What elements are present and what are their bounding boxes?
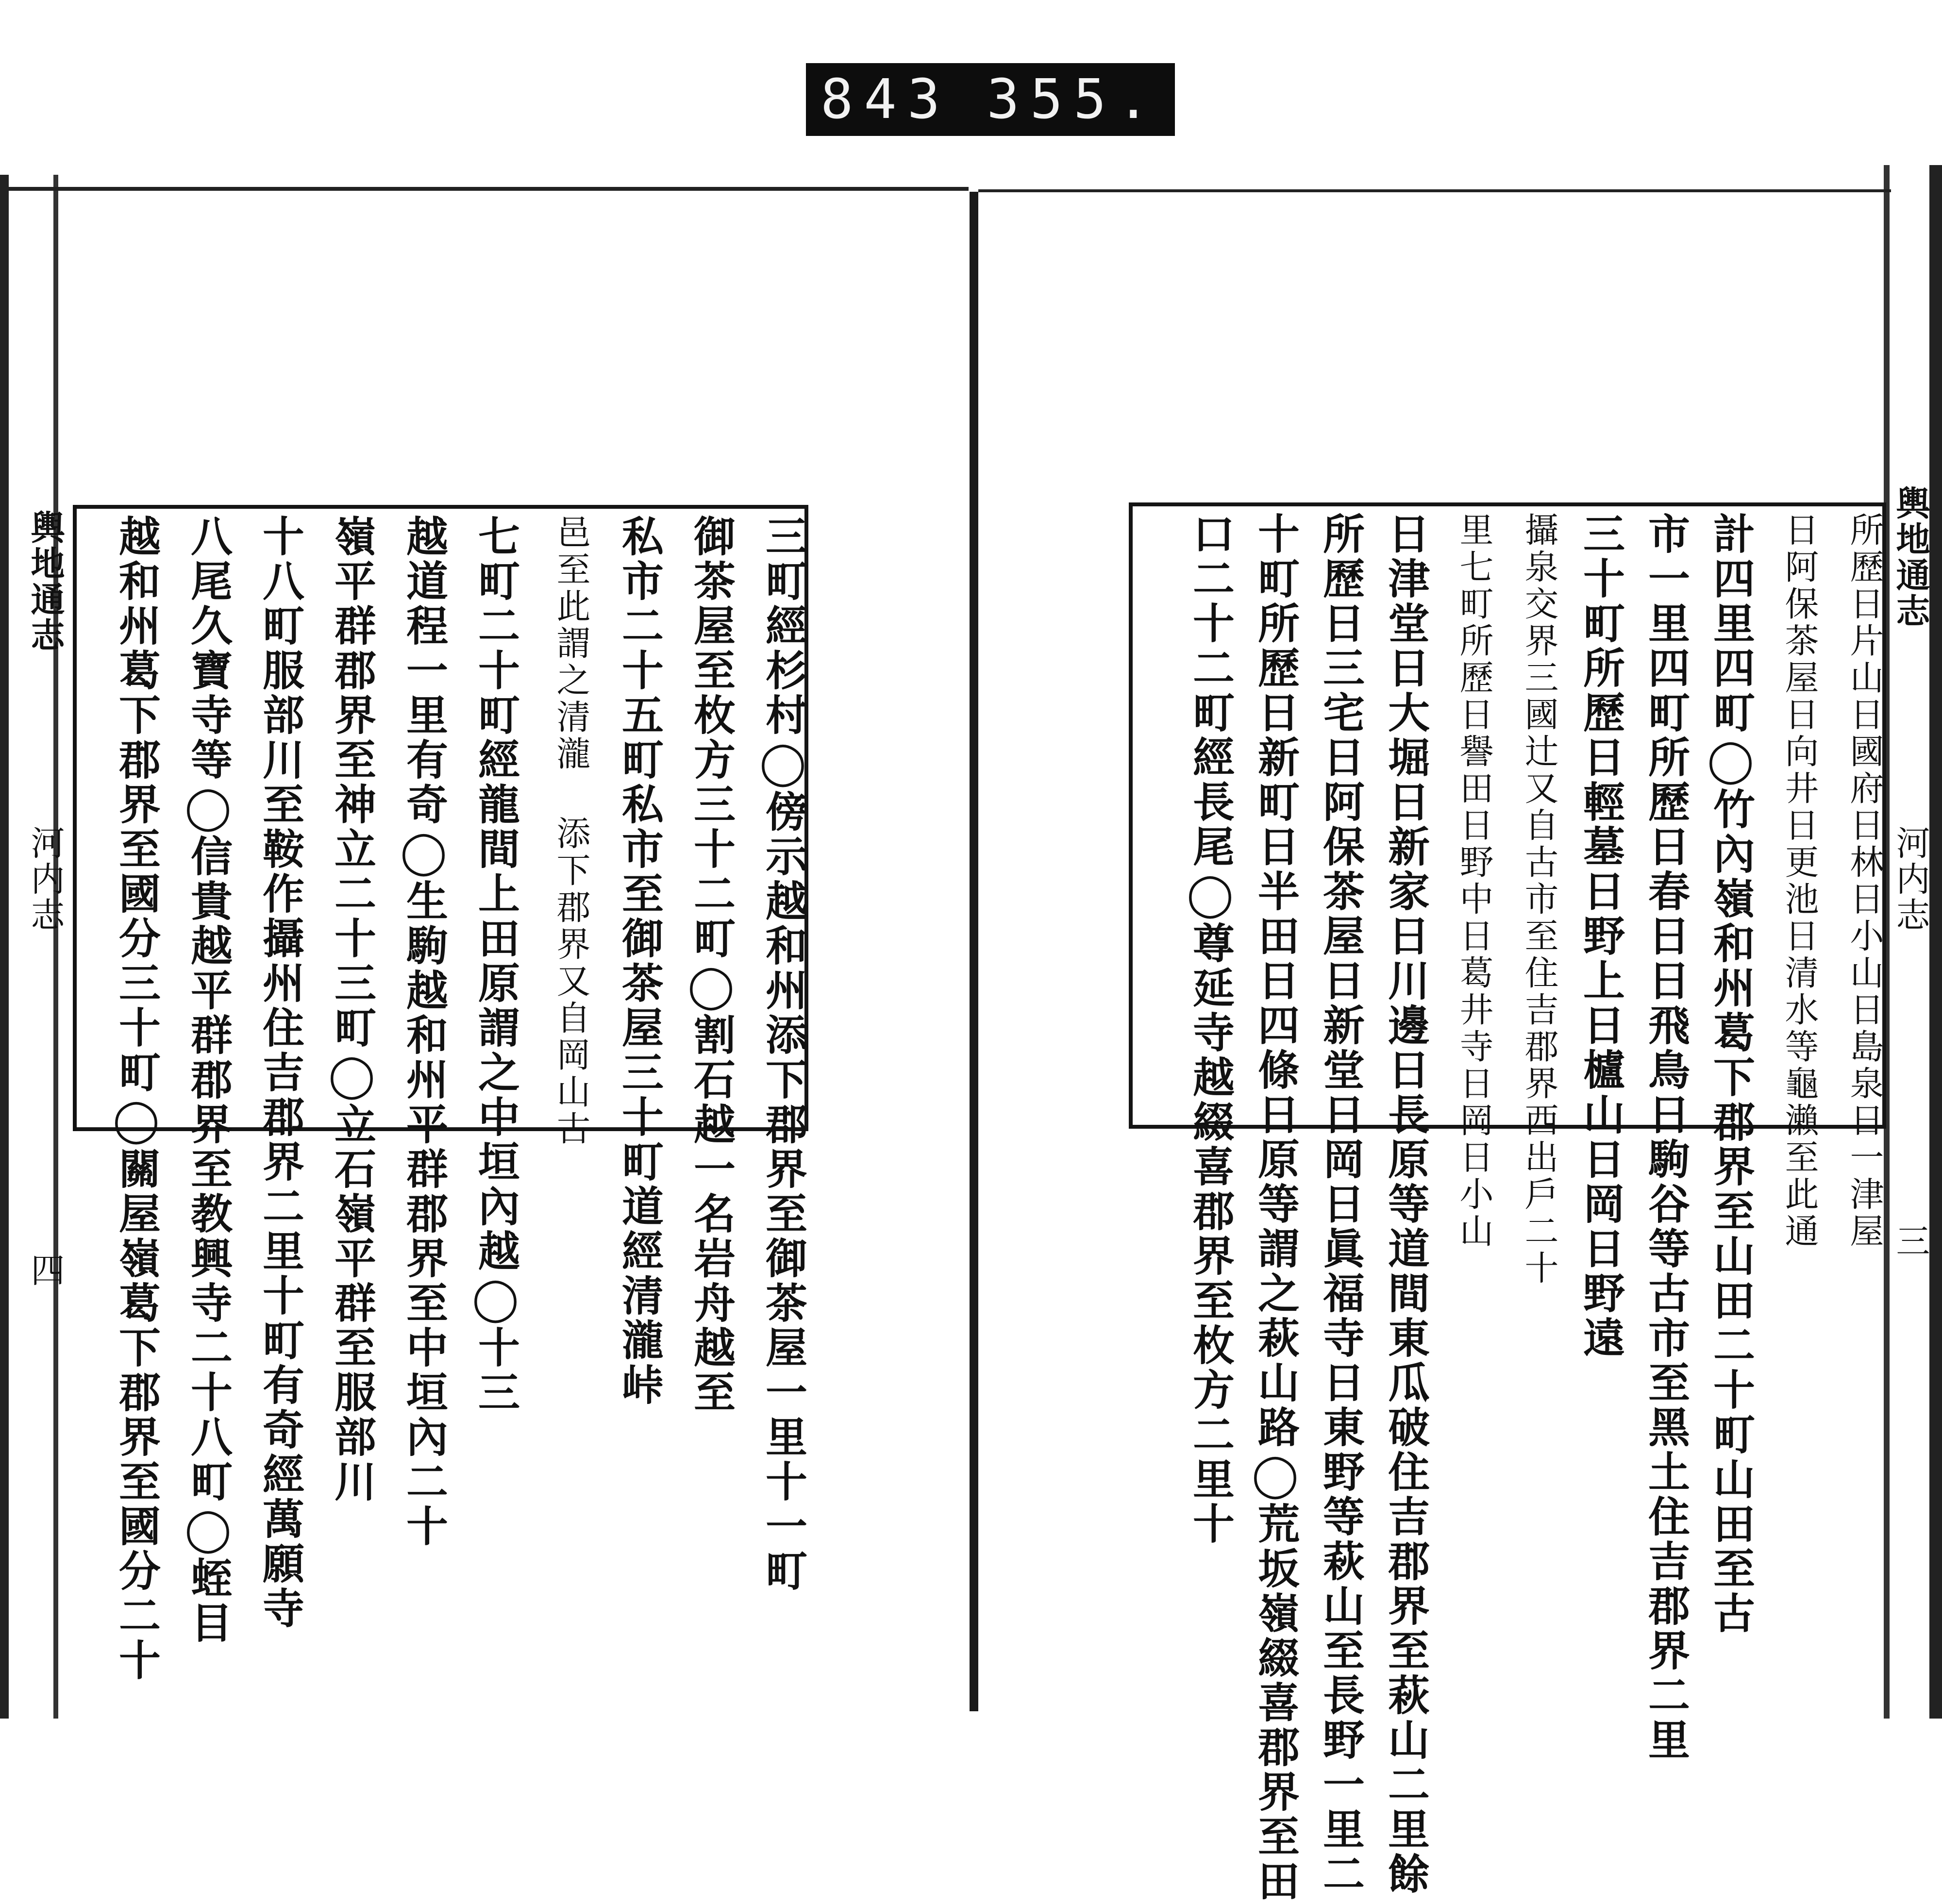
right-column-4: 市一里四町所歷日春日日飛鳥日駒谷等古市至黑土住吉郡界二里 [1641, 512, 1690, 1763]
left-column-6: 越道程一里有奇◯生駒越和州平群郡界至中垣內二十 [399, 515, 448, 1549]
left-column-10: 越和州葛下郡界至國分三十町◯關屋嶺葛下郡界至國分二十 [112, 515, 161, 1683]
book-spine [970, 192, 978, 1711]
left-text-block [80, 515, 807, 1683]
left-column-8: 十八町服部川至鞍作攝州住吉郡界二里十町有奇經萬願寺 [255, 515, 304, 1631]
right-column-2: 日阿保茶屋日向井日更池日清水等龜瀨至此通 [1779, 512, 1819, 1250]
right-column-6: 攝泉交界三國辻又自古市至住吉郡界西出戶二十 [1519, 512, 1559, 1287]
left-column-5: 七町二十町經龍間上田原謂之中垣內越◯十三 [471, 515, 520, 1415]
right-column-11: 口二十二町經長尾◯尊延寺越綴喜郡界至枚方二里十 [1186, 512, 1235, 1547]
left-page-top-edge [0, 187, 969, 191]
right-column-3: 計四里四町◯竹內嶺和州葛下郡界至山田二十町山田至古 [1706, 512, 1755, 1636]
right-margin-subtitle: 河内志 [1891, 825, 1930, 933]
right-column-5: 三十町所歷日輕墓日野上日櫨山日岡日野遠 [1576, 512, 1625, 1361]
right-page-number: 三 [1891, 1223, 1930, 1259]
right-column-7: 里七町所歷日譽田日野中日葛井寺日岡日小山 [1454, 512, 1494, 1250]
catalogue-label [806, 63, 1175, 136]
label-left-number: 843 [820, 68, 951, 131]
right-book-edge [1884, 165, 1942, 1719]
left-page-number: 四 [25, 1253, 65, 1288]
left-column-3: 私市二十五町私市至御茶屋三十町道經清瀧峠 [615, 515, 664, 1408]
left-column-4: 邑至此謂之清瀧 添下郡界又自岡山古 [551, 515, 591, 1148]
right-column-9: 所歷日三宅日阿保茶屋日新堂日岡日眞福寺日東野等萩山至長野一里二 [1316, 512, 1365, 1897]
right-column-10: 十町所歷日新町日半田日四條日原等謂之萩山路◯荒坂嶺綴喜郡界至田 [1251, 512, 1300, 1904]
right-column-1: 所歷日片山日國府日林日小山日島泉日一津屋 [1844, 512, 1884, 1250]
left-book-edge [0, 175, 58, 1719]
left-column-1: 三町經杉村◯傍示越和州添下郡界至御茶屋一里十一町 [758, 515, 807, 1594]
left-margin-title: 輿地通志 [25, 510, 66, 653]
right-margin-title: 輿地通志 [1891, 485, 1931, 629]
left-column-9: 八尾久寶寺等◯信貴越平群郡界至教興寺二十八町◯蛭目 [184, 515, 233, 1646]
label-right-number: 355. [987, 68, 1160, 131]
left-frame-rule [73, 505, 77, 1131]
right-page-top-edge [978, 189, 1891, 192]
right-text-block [1138, 512, 1884, 1904]
left-column-2: 御茶屋至枚方三十二町◯割石越一名岩舟越至 [686, 515, 736, 1415]
left-margin-subtitle: 河内志 [25, 825, 65, 933]
left-column-7: 嶺平群郡界至神立二十三町◯立石嶺平群至服部川 [327, 515, 376, 1504]
right-column-8: 日津堂日大堀日新家日川邊日長原等道間東瓜破住吉郡界至萩山二里餘 [1381, 512, 1430, 1897]
